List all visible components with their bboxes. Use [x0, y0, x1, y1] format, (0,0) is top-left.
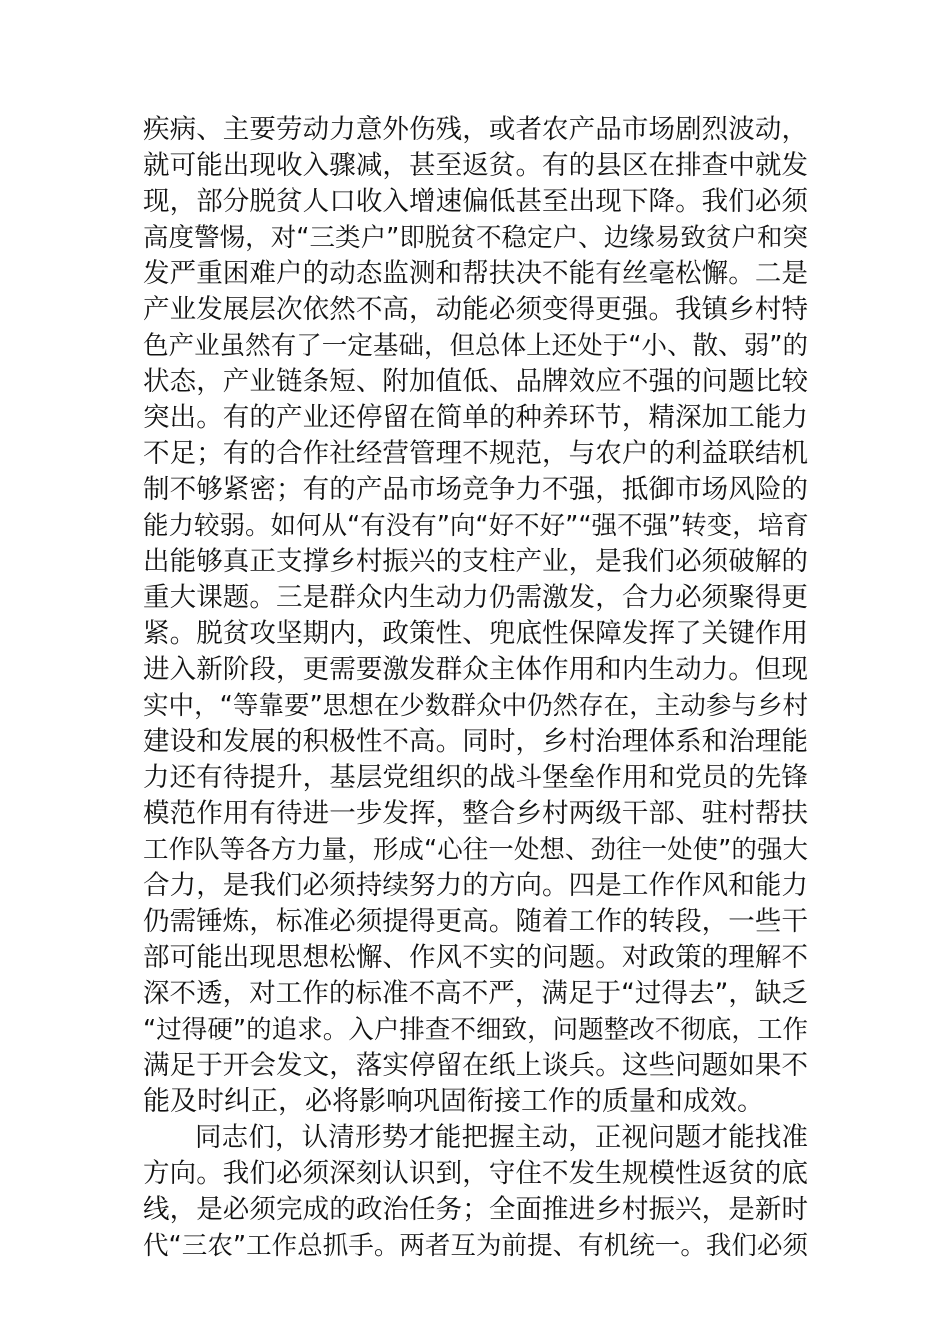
- paragraph-2: [143, 1120, 808, 1264]
- text-line: 同志们，认清形势才能把握主动，正视问题才能找准: [195, 1122, 808, 1153]
- text-line: 重大课题。三是群众内生动力仍需激发，合力必须聚得更: [143, 582, 808, 613]
- text-line: 色产业虽然有了一定基础，但总体上还处于“小、散、弱”的: [143, 331, 808, 361]
- text-line: “过得硬”的追求。入户排查不细致，问题整改不彻底，工作: [143, 1015, 808, 1045]
- text-line: 力还有待提升，基层党组织的战斗堡垒作用和党员的先锋: [143, 762, 808, 793]
- text-line: 发严重困难户的动态监测和帮扶决不能有丝毫松懈。二是: [143, 258, 808, 289]
- text-line: 满足于开会发文，落实停留在纸上谈兵。这些问题如果不: [143, 1050, 808, 1081]
- text-line: 突出。有的产业还停留在简单的种养环节，精深加工能力: [143, 402, 808, 433]
- text-line: 部可能出现思想松懈、作风不实的问题。对政策的理解不: [143, 942, 808, 973]
- text-line: 模范作用有待进一步发挥，整合乡村两级干部、驻村帮扶: [143, 798, 808, 829]
- text-line: 深不透，对工作的标准不高不严，满足于“过得去”，缺乏: [143, 978, 808, 1009]
- text-line: 能及时纠正，必将影响巩固衔接工作的质量和成效。: [143, 1086, 764, 1117]
- text-line: 出能够真正支撑乡村振兴的支柱产业，是我们必须破解的: [143, 546, 808, 577]
- text-line: 高度警惕，对“三类户”即脱贫不稳定户、边缘易致贫户和突: [143, 223, 808, 253]
- text-line: 方向。我们必须深刻认识到，守住不发生规模性返贫的底: [143, 1158, 808, 1189]
- text-line: 实中，“等靠要”思想在少数群众中仍然存在，主动参与乡村: [143, 691, 808, 721]
- text-line: 代“三农”工作总抓手。两者互为前提、有机统一。我们必须: [143, 1231, 808, 1261]
- text-line: 现，部分脱贫人口收入增速偏低甚至出现下降。我们必须: [143, 186, 808, 217]
- text-line: 制不够紧密；有的产品市场竞争力不强，抵御市场风险的: [143, 474, 808, 505]
- text-line: 紧。脱贫攻坚期内，政策性、兜底性保障发挥了关键作用: [143, 618, 808, 649]
- paragraph-1: [143, 112, 808, 1120]
- text-line: 仍需锤炼，标准必须提得更高。随着工作的转段，一些干: [143, 906, 808, 937]
- text-line: 工作队等各方力量，形成“心往一处想、劲往一处使”的强大: [143, 835, 808, 865]
- text-line: 线，是必须完成的政治任务；全面推进乡村振兴，是新时: [143, 1194, 808, 1225]
- document-body: [143, 112, 808, 1264]
- text-line: 状态，产业链条短、附加值低、品牌效应不强的问题比较: [143, 366, 808, 397]
- text-line: 疾病、主要劳动力意外伤残，或者农产品市场剧烈波动，: [143, 114, 808, 145]
- text-line: 产业发展层次依然不高，动能必须变得更强。我镇乡村特: [143, 294, 808, 325]
- text-line: 进入新阶段，更需要激发群众主体作用和内生动力。但现: [143, 654, 808, 685]
- text-line: 不足；有的合作社经营管理不规范，与农户的利益联结机: [143, 438, 808, 469]
- text-line: 能力较弱。如何从“有没有”向“好不好”“强不强”转变，培育: [143, 511, 809, 541]
- text-line: 合力，是我们必须持续努力的方向。四是工作作风和能力: [143, 870, 808, 901]
- text-line: 就可能出现收入骤减，甚至返贫。有的县区在排查中就发: [143, 150, 808, 181]
- text-line: 建设和发展的积极性不高。同时，乡村治理体系和治理能: [143, 726, 808, 757]
